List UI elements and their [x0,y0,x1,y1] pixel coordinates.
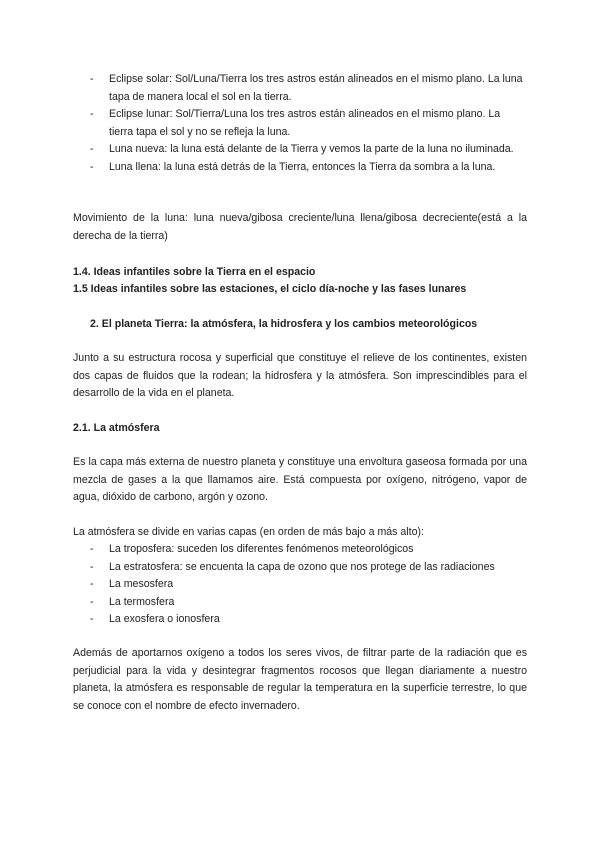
atmosphere-definition-paragraph: Es la capa más externa de nuestro planeta y constituye una envoltura gaseosa formada por una mezcla de gases a la que llamamos aire. Está compuesta por oxígeno, nitrógeno, vapor de agua, dióxido de carbono, argón y ozono. [73,456,527,503]
eclipse-list [90,71,527,176]
list-item [90,559,527,577]
moon-movement-paragraph: Movimiento de la luna: luna nueva/gibosa creciente/luna llena/gibosa decreciente(está a la derecha de la tierra) [73,212,527,242]
list-item [90,159,527,177]
section-heading-2-1: 2.1. La atmósfera [73,422,160,434]
list-item-text: Eclipse solar: Sol/Luna/Tierra los tres astros están alineados en el mismo plano. La luna tapa de manera local el sol en la tierra. [109,73,523,103]
list-item-text: La termosfera [109,595,175,608]
list-item [90,141,527,159]
bullet-dash: - [90,578,94,590]
atmosphere-layers-list [90,541,527,629]
list-item [90,611,527,629]
bullet-dash: - [90,143,94,155]
list-item [90,541,527,559]
list-item-text: La estratosfera: se encuenta la capa de ozono que nos protege de las radiaciones [109,560,495,573]
list-item-text: La mesosfera [109,578,174,590]
intro-paragraph: Junto a su estructura rocosa y superficial que constituye el relieve de los continentes, existen dos capas de fluidos que la rodean; la hidrosfera y la atmósfera. Son imprescindibles para el desarrollo de la vida en el planeta. [73,352,527,399]
list-item-text: La exosfera o ionosfera [109,613,220,625]
bullet-dash: - [90,595,94,608]
bullet-dash: - [90,108,94,120]
list-item-text: Eclipse lunar: Sol/Tierra/Luna los tres astros están alineados en el mismo plano. La tierra tapa el sol y no se refleja la luna. [109,108,501,138]
list-item-text: Luna llena: la luna está detrás de la Tierra, entonces la Tierra da sombra a la luna. [109,160,496,173]
list-item [90,106,527,141]
list-item [90,71,527,106]
list-item-text: Luna nueva: la luna está delante de la Tierra y vemos la parte de la luna no iluminada. [109,143,514,155]
bullet-dash: - [90,73,94,85]
section-heading-2: 2. El planeta Tierra: la atmósfera, la hidrosfera y los cambios meteorológicos [90,318,478,330]
section-heading-1-4: 1.4. Ideas infantiles sobre la Tierra en el espacio [73,266,316,278]
section-heading-1-5: 1.5 Ideas infantiles sobre las estaciones, el ciclo día-noche y las fases lunares [73,283,467,295]
list-item-text: La troposfera: suceden los diferentes fenómenos meteorológicos [109,543,414,555]
layers-intro-paragraph: La atmósfera se divide en varias capas (en orden de más bajo a más alto): [73,526,424,538]
list-item [90,594,527,612]
bullet-dash: - [90,613,94,625]
list-item [90,576,527,594]
bullet-dash: - [90,560,94,573]
bullet-dash: - [90,160,94,173]
bullet-dash: - [90,543,94,555]
closing-paragraph: Además de aportarnos oxígeno a todos los seres vivos, de filtrar parte de la radiación que es perjudicial para la vida y desintegrar fragmentos rocosos que llegan diariamente a nuestro planeta, la atmósfera es responsable de regular la temperatura en la superficie terrestre, lo que se conoce con el nombre de efecto invernadero. [73,647,527,712]
